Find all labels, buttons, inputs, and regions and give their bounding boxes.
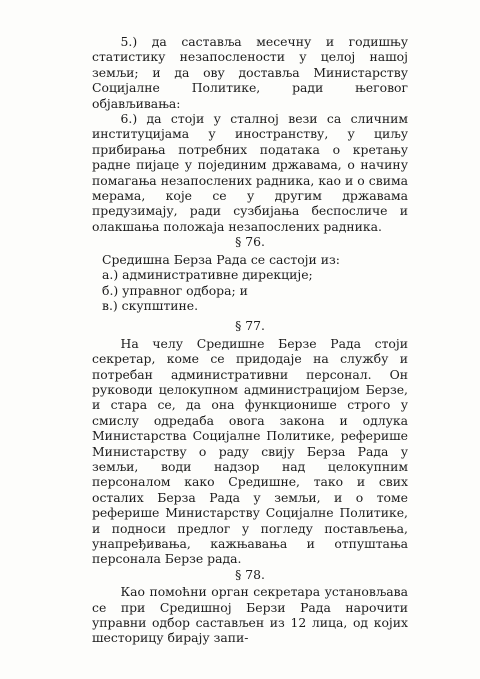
paragraph-76-intro: Средишна Берза Рада се састоји из: bbox=[102, 251, 340, 267]
document-body bbox=[92, 34, 408, 646]
section-heading-76: § 76. bbox=[235, 234, 265, 250]
paragraph-item-6: 6.) да стоји у сталној вези са сличним институцијама у иностранству, у циљу прибирања потребних података о кретању радне пијаце у појединим државама, о начину помагања незапослених радника, као и о свима мерама, које се у другим државама предузимају, ради сузбијања беспосличе и олакшања положаја незапослених радника. bbox=[92, 111, 408, 234]
list-item-b: б.) управног одбора; и bbox=[102, 282, 248, 298]
paragraph-item-5: 5.) да састављa месечну и годишњу статистику незапослености у целој нашој земљи; и да ову доставља Министарству Социјалне Политике, ради његовог објављивања: bbox=[92, 34, 408, 111]
list-item-v: в.) скупштине. bbox=[102, 297, 199, 313]
paragraph-77: На челу Средишне Берзе Рада стоји секретар, коме се придодаје на службу и потребан административни персонал. Он руководи целокупном администрацијом Берзе, и стара се, да она функционише строго у смислу одредаба овога закона и одлука Министарства Социјалне Политике, реферише Министарству о раду свију Берза Рада у земљи, води надзор над целокупним персоналом како Средишне, тако и свих осталих Берза Рада у земљи, и о томе реферише Министарству Социјалне Политике, и подноси предлог у погледу постављења, унапређивања, кажњавања и отпуштања персонала Берзе рада. bbox=[92, 335, 408, 567]
list-item-a: а.) административне дирекције; bbox=[102, 267, 313, 283]
section-heading-77: § 77. bbox=[235, 318, 265, 334]
section-heading-78: § 78. bbox=[235, 566, 265, 582]
paragraph-78: Као помоћни орган секретара установљава се при Средишној Берзи Рада нарочити управни одбор састављен из 12 лица, од којих шесторицу бирају запи- bbox=[92, 584, 408, 646]
